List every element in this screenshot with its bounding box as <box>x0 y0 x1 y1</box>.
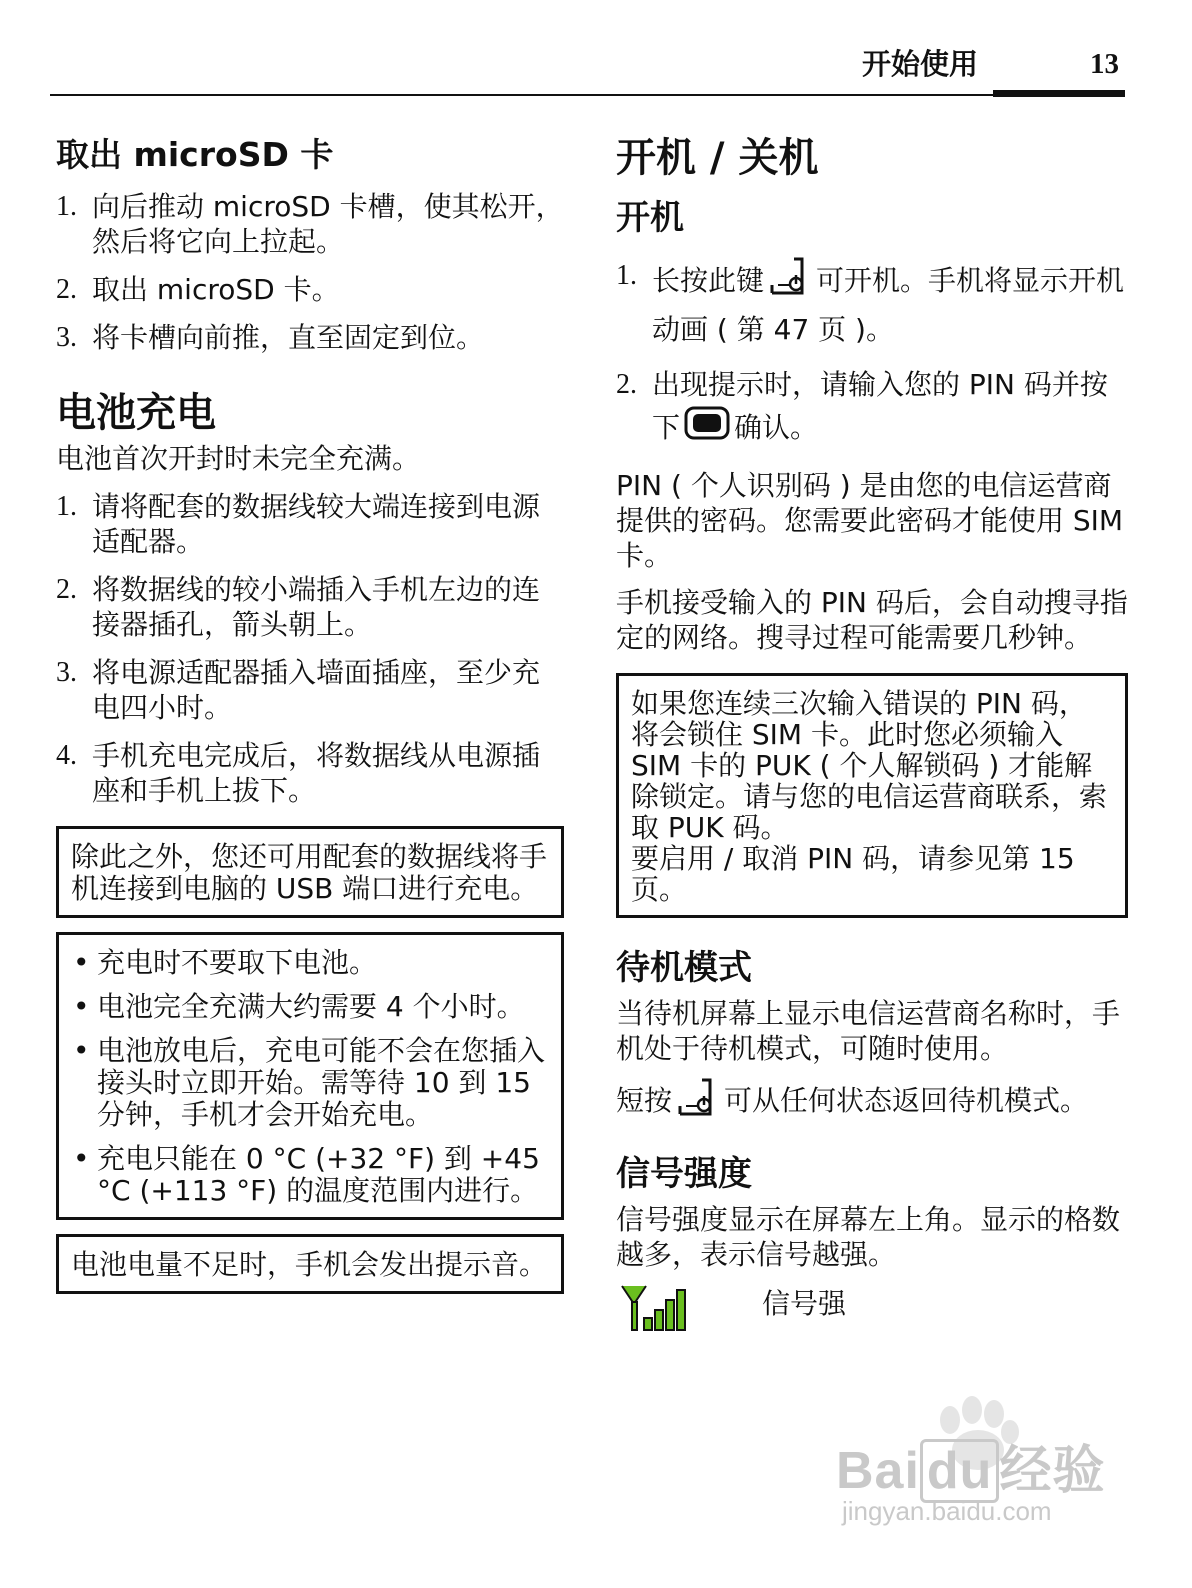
signal-strong-row <box>616 1284 1128 1344</box>
low-battery-note-text: 电池电量不足时，手机会发出提示音。 <box>71 1248 548 1281</box>
list-item: 3. 将电源适配器插入墙面插座，至少充电四小时。 <box>56 656 541 724</box>
remove-sd-heading: 取出 microSD 卡 <box>56 135 334 174</box>
charging-heading: 电池充电 <box>56 390 216 436</box>
right-column <box>616 130 1128 1344</box>
list-item: 1. 请将配套的数据线较大端连接到电源适配器。 <box>56 490 541 558</box>
signal-heading: 信号强度 <box>616 1154 752 1194</box>
charging-steps <box>56 489 564 808</box>
low-battery-note-box <box>56 1234 564 1294</box>
power-on-steps <box>616 255 1128 452</box>
standby-description: 当待机屏幕上显示电信运营商名称时，手机处于待机模式，可随时使用。 <box>616 997 1121 1065</box>
list-item: 1. 向后推动 microSD 卡槽，使其松开，然后将它向上拉起。 <box>56 190 564 258</box>
running-header-title: 开始使用 <box>862 47 979 81</box>
list-item: • 电池放电后，充电可能不会在您插入接头时立即开始。需等待 10 到 15 分钟，手机才会开始充电。 <box>73 1034 546 1131</box>
header-rule-accent <box>993 90 1125 97</box>
list-item: 1. 长按此键 可开机。手机将显示开机动画 ( 第 47 页 )。 <box>616 255 1128 351</box>
page-number: 13 <box>1090 48 1119 80</box>
standby-return-text: 短按 可从任何状态返回待机模式。 <box>616 1076 1128 1128</box>
charging-tips-list <box>71 947 549 1207</box>
ok-key-icon <box>684 406 730 452</box>
list-item: • 充电时不要取下电池。 <box>73 946 378 979</box>
power-heading: 开机 / 关机 <box>616 135 819 181</box>
list-item: 4. 手机充电完成后，将数据线从电源插座和手机上拔下。 <box>56 739 541 807</box>
list-item: 2. 出现提示时，请输入您的 PIN 码并按下 确认。 <box>616 364 1128 452</box>
pin-reference-text: 要启用 / 取消 PIN 码，请参见第 15 页。 <box>631 842 1075 906</box>
usb-note-text: 除此之外，您还可用配套的数据线将手机连接到电脑的 USB 端口进行充电。 <box>71 840 548 905</box>
remove-sd-steps <box>56 189 564 355</box>
power-on-heading: 开机 <box>616 198 684 238</box>
charging-tips-box <box>56 932 564 1220</box>
header-rule <box>50 94 1125 96</box>
list-item: 2. 将数据线的较小端插入手机左边的连接器插孔，箭头朝上。 <box>56 573 541 641</box>
signal-strong-label: 信号强 <box>762 1287 847 1320</box>
list-item: • 充电只能在 0 °C (+32 °F) 到 +45 °C (+113 °F) 的温度范围内进行。 <box>73 1142 540 1207</box>
list-item: 3. 将卡槽向前推，直至固定到位。 <box>56 321 485 354</box>
signal-description: 信号强度显示在屏幕左上角。显示的格数越多，表示信号越强。 <box>616 1203 1121 1271</box>
pin-warning-box <box>616 673 1128 918</box>
list-item: 2. 取出 microSD 卡。 <box>56 273 340 306</box>
usb-note-box <box>56 826 564 918</box>
left-column <box>56 132 564 1294</box>
end-key-icon <box>676 1076 720 1128</box>
charging-intro: 电池首次开封时未完全充满。 <box>56 442 421 475</box>
standby-heading: 待机模式 <box>616 948 752 988</box>
pin-description: PIN ( 个人识别码 ) 是由您的电信运营商提供的密码。您需要此密码才能使用 SIM 卡。 <box>616 469 1124 572</box>
list-item: • 电池完全充满大约需要 4 个小时。 <box>73 990 525 1023</box>
end-key-icon <box>768 255 812 309</box>
pin-warning-text: 如果您连续三次输入错误的 PIN 码，将会锁住 SIM 卡。此时您必须输入 SIM 卡的 PUK ( 个人解锁码 ) 才能解除锁定。请与您的电信运营商联系，索取 PUK 码。 <box>631 687 1108 844</box>
network-search-description: 手机接受输入的 PIN 码后，会自动搜寻指定的网络。搜寻过程可能需要几秒钟。 <box>616 586 1128 654</box>
baidu-watermark-logo: Bai du 经验 <box>836 1428 1105 1503</box>
signal-strong-icon <box>620 1284 690 1336</box>
baidu-watermark-url: jingyan.baidu.com <box>842 1496 1052 1526</box>
